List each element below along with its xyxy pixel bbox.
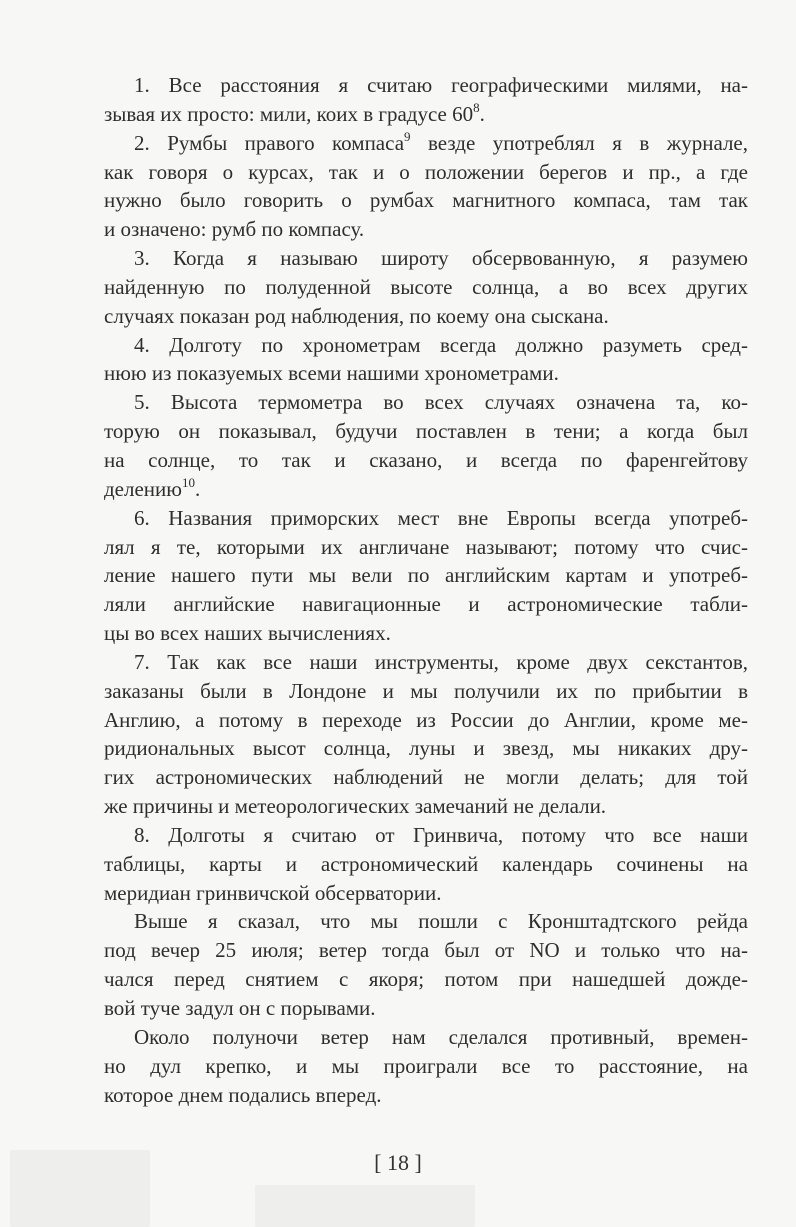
text-line xyxy=(104,734,748,763)
text-line xyxy=(104,677,748,706)
line-text: на солнце, то так и сказано, и всегда по фаренгейтову xyxy=(104,447,748,472)
text-line xyxy=(104,936,748,965)
text-line xyxy=(104,446,748,475)
body-text xyxy=(104,71,748,1109)
text-line xyxy=(104,388,748,417)
line-text: . xyxy=(194,476,201,501)
page-number: [ 18 ] xyxy=(374,1150,422,1175)
line-text: 6. Названия приморских мест вне Европы всегда употреб- xyxy=(134,505,748,530)
line-text: Англию, а потому в переходе из России до Англии, кроме ме- xyxy=(104,707,748,732)
text-line xyxy=(104,879,748,908)
text-line xyxy=(104,158,748,187)
text-line xyxy=(104,244,748,273)
text-line xyxy=(104,619,748,648)
line-text: лял я те, которыми их англичане называют; потому что счис- xyxy=(104,534,748,559)
text-line xyxy=(104,763,748,792)
text-line xyxy=(104,417,748,446)
text-line xyxy=(104,792,748,821)
text-line xyxy=(104,850,748,879)
line-text: ление нашего пути мы вели по английским картам и употреб- xyxy=(104,563,748,588)
text-line xyxy=(104,186,748,215)
line-text: 4. Долготу по хронометрам всегда должно разуметь сред- xyxy=(134,332,748,357)
line-text: делению xyxy=(104,476,182,501)
text-line xyxy=(104,648,748,677)
text-line xyxy=(104,273,748,302)
bleed-through-shadow xyxy=(255,1185,475,1227)
line-text: 3. Когда я называю широту обсервованную, я разумею xyxy=(134,246,748,271)
line-text: нюю из показуемых всеми нашими хронометрами. xyxy=(104,361,559,386)
line-text: нужно было говорить о румбах магнитного компаса, там так xyxy=(104,188,748,213)
text-line xyxy=(104,907,748,936)
text-line xyxy=(104,475,748,504)
text-line xyxy=(104,965,748,994)
line-text: под вечер 25 июля; ветер тогда был от NO и только что на- xyxy=(104,938,748,963)
line-text: Выше я сказал, что мы пошли с Кронштадтского рейда xyxy=(134,909,748,934)
line-text: вой туче задул он с порывами. xyxy=(104,996,376,1020)
line-text: которое днем подались вперед. xyxy=(104,1082,382,1107)
line-text: же причины и метеорологических замечаний не делали. xyxy=(104,794,607,819)
line-text: но дул крепко, и мы проиграли все то расстояние, на xyxy=(104,1053,748,1078)
line-text: гих астрономических наблюдений не могли делать; для той xyxy=(104,765,748,790)
text-line xyxy=(104,590,748,619)
line-text: 5. Высота термометра во всех случаях означена та, ко- xyxy=(134,390,748,415)
line-text: 1. Все расстояния я считаю географическими милями, на- xyxy=(134,73,748,97)
line-text: торую он показывал, будучи поставлен в тени; а когда был xyxy=(104,419,748,444)
text-line xyxy=(104,359,748,388)
text-line xyxy=(104,302,748,331)
line-text: ляли английские навигационные и астрономические табли- xyxy=(104,592,748,617)
text-line xyxy=(104,706,748,735)
line-text: случаях показан род наблюдения, по коему она сыскана. xyxy=(104,303,609,328)
text-line xyxy=(104,1052,748,1081)
footnote-marker: 9 xyxy=(404,128,411,144)
text-line xyxy=(104,1023,748,1052)
line-text: как говоря о курсах, так и о положении берегов и пр., а где xyxy=(104,159,748,184)
text-line xyxy=(104,100,748,129)
line-text: таблицы, карты и астрономический календарь сочинены на xyxy=(104,851,748,876)
text-line xyxy=(104,129,748,158)
line-text: 2. Румбы правого компаса xyxy=(134,130,405,155)
line-text: и означено: румб по компасу. xyxy=(104,217,365,242)
line-text: Около полуночи ветер нам сделался противный, времен- xyxy=(134,1024,748,1049)
text-line xyxy=(104,71,748,100)
text-line xyxy=(104,331,748,360)
text-line xyxy=(104,504,748,533)
text-line xyxy=(104,533,748,562)
text-line xyxy=(104,821,748,850)
line-text: цы во всех наших вычислениях. xyxy=(104,621,391,646)
line-text: . xyxy=(479,101,485,126)
line-text: 8. Долготы я считаю от Гринвича, потому что все наши xyxy=(134,822,748,847)
line-text: везде употреблял я в журнале, xyxy=(410,130,749,155)
line-text: найденную по полуденной высоте солнца, а во всех других xyxy=(104,274,748,299)
line-text: ридиональных высот солнца, луны и звезд, мы никаких дру- xyxy=(104,736,748,761)
line-text: 7. Так как все наши инструменты, кроме двух секстантов, xyxy=(134,649,748,674)
footnote-marker: 10 xyxy=(181,474,195,490)
line-text: чался перед снятием с якоря; потом при нашедшей дожде- xyxy=(104,967,748,992)
text-line xyxy=(104,215,748,244)
line-text: зывая их просто: мили, коих в градусе 60 xyxy=(104,101,474,126)
line-text: заказаны были в Лондоне и мы получили их по прибытии в xyxy=(104,678,748,703)
line-text: меридиан гринвичской обсерватории. xyxy=(104,880,442,905)
text-line xyxy=(104,1081,748,1110)
text-line xyxy=(104,994,748,1023)
footnote-marker: 8 xyxy=(473,99,480,115)
text-line xyxy=(104,561,748,590)
